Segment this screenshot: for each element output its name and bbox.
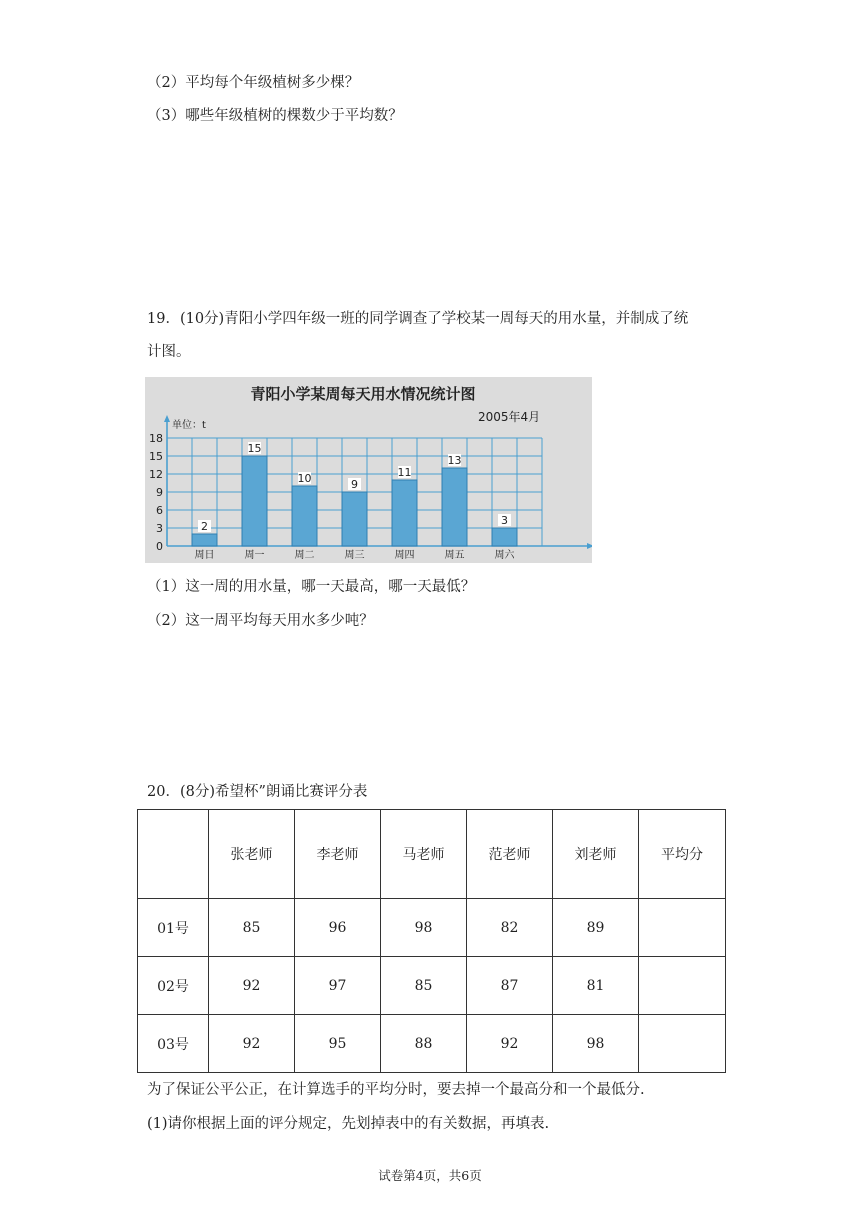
bar [342,492,367,546]
row-label: 03号 [138,1015,209,1073]
header-cell-li: 李老师 [295,810,381,899]
score-cell: 92 [467,1015,553,1073]
data-label: 15 [247,442,262,455]
score-cell: 85 [381,957,467,1015]
x-axis-arrow [587,543,592,549]
q20-title: 20．(8分)希望杯”朗诵比赛评分表 [147,784,368,800]
q18-part3: （3）哪些年级植树的棵数少于平均数？ [147,108,403,124]
header-cell-average: 平均分 [639,810,726,899]
q19-stem-line2: 计图。 [147,344,191,360]
header-cell-ma: 马老师 [381,810,467,899]
x-tick-label: 周五 [444,550,465,561]
x-tick-label: 周二 [294,550,315,561]
score-cell: 98 [553,1015,639,1073]
bar [192,534,217,546]
chart-svg [145,377,592,563]
chart-bars [192,456,517,546]
data-label: 10 [297,472,312,485]
q19-stem-line1: 19．(10分)青阳小学四年级一班的同学调查了学校某一周每天的用水量，并制成了统 [147,311,689,327]
header-cell-fan: 范老师 [467,810,553,899]
header-cell-zhang: 张老师 [209,810,295,899]
q18-part2: （2）平均每个年级植树多少棵？ [147,75,360,91]
score-cell: 96 [295,899,381,957]
bar [242,456,267,546]
water-usage-chart [145,377,592,563]
score-cell: 87 [467,957,553,1015]
score-cell: 92 [209,1015,295,1073]
score-cell: 98 [381,899,467,957]
data-label: 3 [501,514,508,527]
bar [392,480,417,546]
x-tick-label: 周日 [194,550,215,561]
chart-title: 青阳小学某周每天用水情况统计图 [250,385,476,403]
q19-part1: （1）这一周的用水量，哪一天最高，哪一天最低？ [147,579,476,595]
x-tick-label: 周四 [394,550,415,561]
q20-part1: (1)请你根据上面的评分规定，先划掉表中的有关数据，再填表. [147,1116,550,1132]
q19-part2: （2）这一周平均每天用水多少吨？ [147,613,374,629]
header-cell-empty [138,810,209,899]
q20-rule: 为了保证公平公正，在计算选手的平均分时，要去掉一个最高分和一个最低分. [147,1082,645,1098]
row-label: 02号 [138,957,209,1015]
table-row [138,899,726,957]
y-tick-label: 12 [149,468,163,481]
bar [292,486,317,546]
data-label: 11 [397,466,412,479]
y-tick-label: 0 [156,540,163,553]
data-label: 9 [351,478,358,491]
table-row [138,957,726,1015]
score-cell: 81 [553,957,639,1015]
x-tick-label: 周一 [244,550,265,561]
row-label: 01号 [138,899,209,957]
average-cell [639,1015,726,1073]
y-axis-arrow [164,415,170,422]
table-header-row [138,810,726,899]
score-cell: 82 [467,899,553,957]
y-tick-label: 15 [149,450,163,463]
data-label: 13 [447,454,462,467]
score-cell: 97 [295,957,381,1015]
table-row [138,1015,726,1073]
score-table [137,809,726,1073]
page-footer: 试卷第4页，共6页 [378,1168,482,1183]
x-tick-label: 周六 [494,550,515,561]
score-cell: 85 [209,899,295,957]
score-cell: 95 [295,1015,381,1073]
score-cell: 88 [381,1015,467,1073]
y-tick-label: 6 [156,504,163,517]
bar [492,528,517,546]
score-cell: 89 [553,899,639,957]
data-label: 2 [201,520,208,533]
x-tick-label: 周三 [344,550,365,561]
header-cell-liu: 刘老师 [553,810,639,899]
average-cell [639,957,726,1015]
y-axis-label: 单位：t [172,420,206,431]
score-cell: 92 [209,957,295,1015]
average-cell [639,899,726,957]
y-tick-label: 9 [156,486,163,499]
chart-subtitle: 2005年4月 [478,410,541,424]
chart-grid [164,415,592,549]
y-tick-label: 18 [149,432,163,445]
bar [442,468,467,546]
y-tick-label: 3 [156,522,163,535]
